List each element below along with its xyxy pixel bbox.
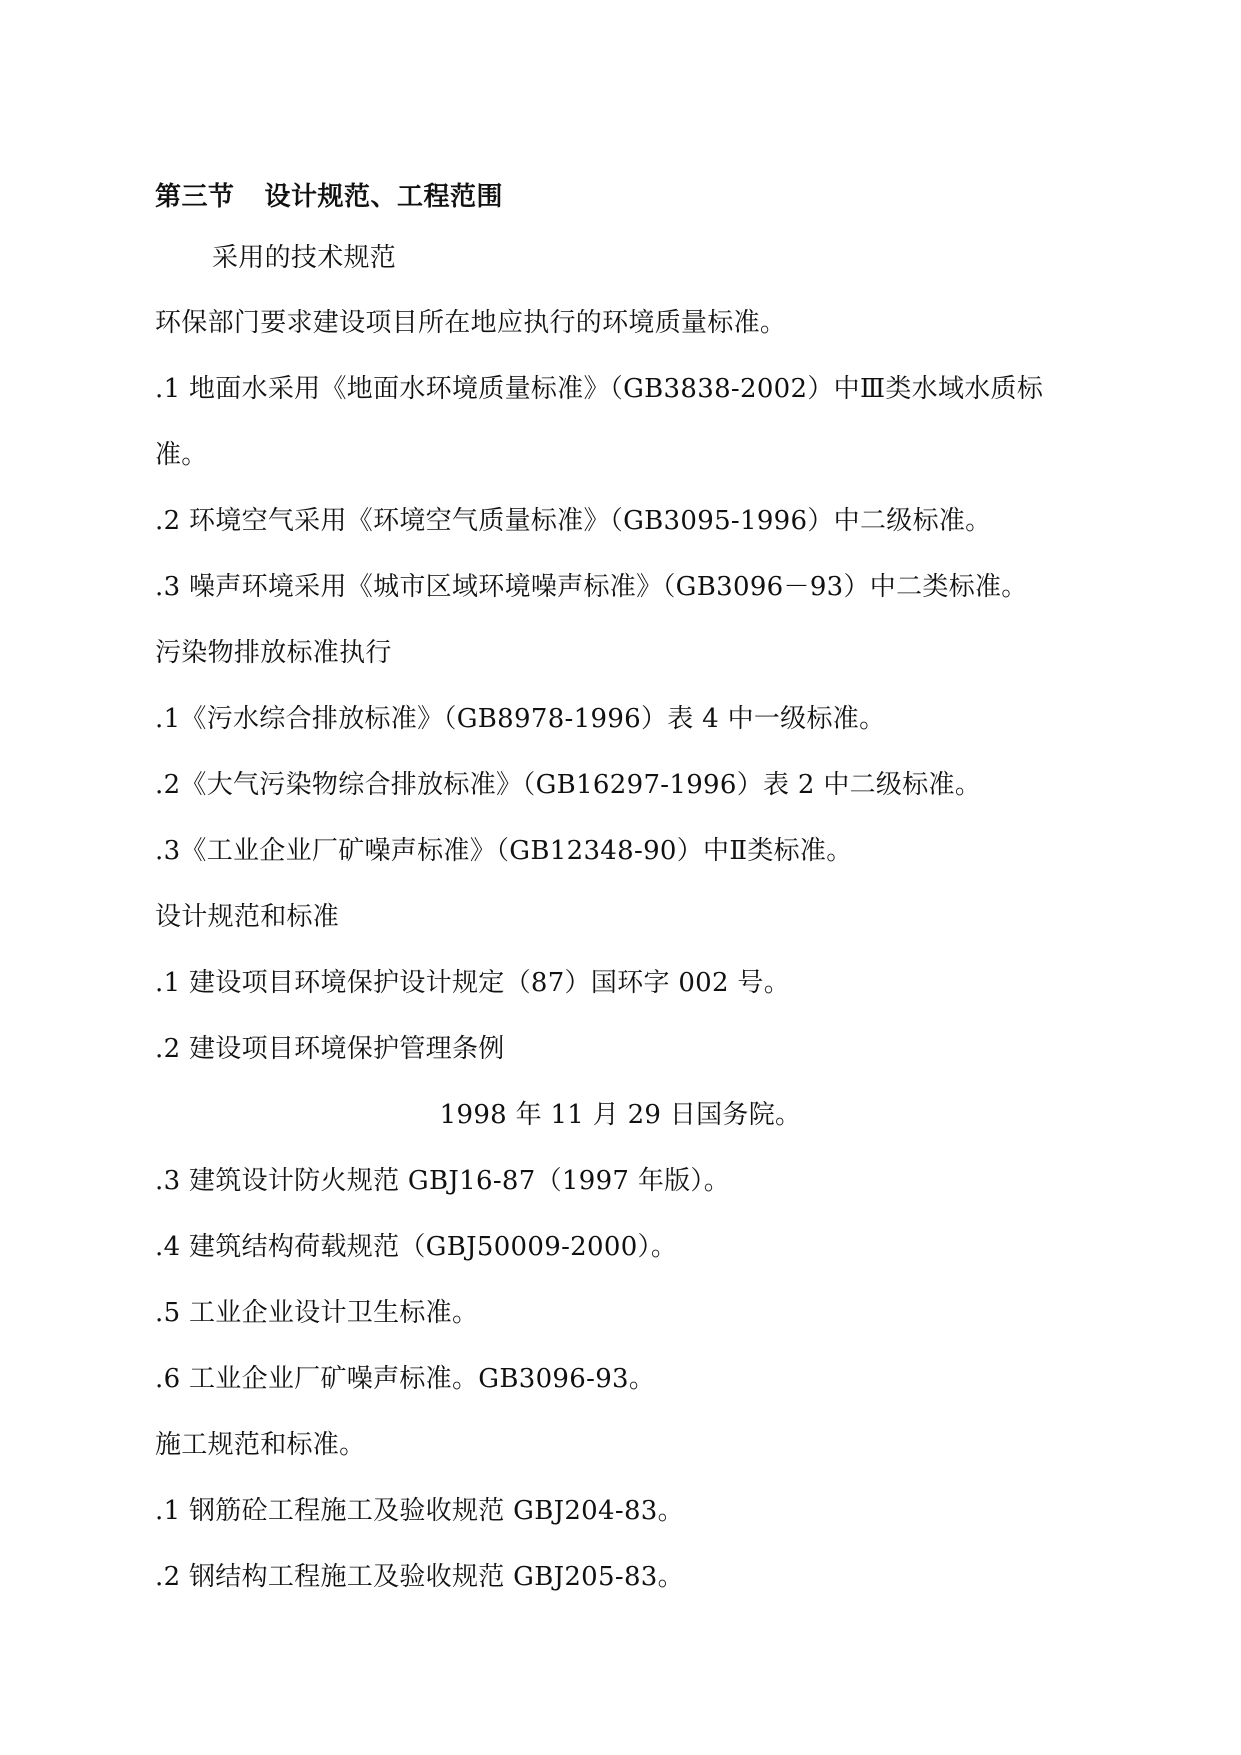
- subheading-emission-standards: 污染物排放标准执行: [155, 638, 392, 668]
- list-item-fire-protection: .3 建筑设计防火规范 GBJ16-87（1997 年版）。: [155, 1166, 731, 1196]
- section-title: 设计规范、工程范围: [264, 182, 504, 212]
- subheading-tech-standards: 采用的技术规范: [212, 243, 397, 273]
- regulation-date: 1998 年 11 月 29 日国务院。: [439, 1100, 802, 1130]
- list-item-steel-structure: .2 钢结构工程施工及验收规范 GBJ205-83。: [155, 1562, 684, 1592]
- paragraph-env-quality-intro: 环保部门要求建设项目所在地应执行的环境质量标准。: [155, 308, 787, 338]
- list-item-reinforced-concrete: .1 钢筋砼工程施工及验收规范 GBJ204-83。: [155, 1496, 684, 1526]
- list-item-noise-environment: .3 噪声环境采用《城市区域环境噪声标准》（GB3096－93）中二类标准。: [155, 572, 1028, 602]
- list-item-industrial-noise: .6 工业企业厂矿噪声标准。GB3096-93。: [155, 1364, 656, 1394]
- list-item-surface-water: .1 地面水采用《地面水环境质量标准》（GB3838-2002）中Ⅲ类水域水质标: [155, 374, 1044, 404]
- subheading-construction-standards: 施工规范和标准。: [155, 1430, 366, 1460]
- list-item-factory-noise: .3《工业企业厂矿噪声标准》（GB12348-90）中Ⅱ类标准。: [155, 836, 853, 866]
- list-item-surface-water-cont: 准。: [155, 440, 208, 470]
- subheading-design-standards: 设计规范和标准: [155, 902, 340, 932]
- list-item-wastewater: .1《污水综合排放标准》（GB8978-1996）表 4 中一级标准。: [155, 704, 886, 734]
- list-item-env-protection-design: .1 建设项目环境保护设计规定（87）国环字 002 号。: [155, 968, 791, 998]
- list-item-structural-load: .4 建筑结构荷载规范（GBJ50009-2000）。: [155, 1232, 678, 1262]
- section-heading: [155, 180, 1115, 214]
- section-number: 第三节: [155, 182, 235, 212]
- list-item-industrial-hygiene: .5 工业企业设计卫生标准。: [155, 1298, 479, 1328]
- list-item-ambient-air: .2 环境空气采用《环境空气质量标准》（GB3095-1996）中二级标准。: [155, 506, 992, 536]
- list-item-env-protection-regulation: .2 建设项目环境保护管理条例: [155, 1034, 505, 1064]
- list-item-air-pollutants: .2《大气污染物综合排放标准》（GB16297-1996）表 2 中二级标准。: [155, 770, 982, 800]
